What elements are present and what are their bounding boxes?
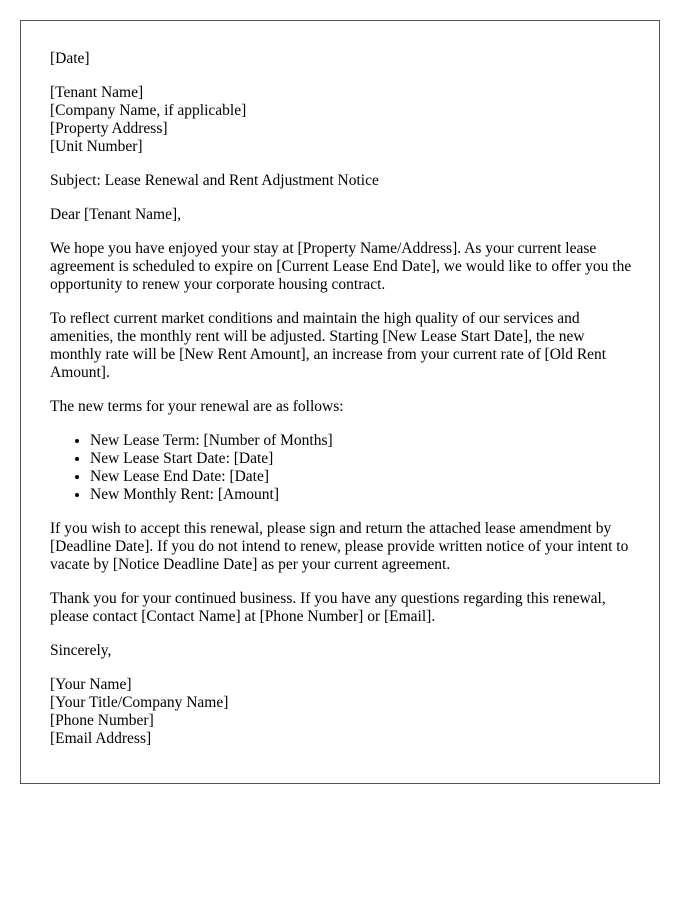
recipient-block [50, 84, 640, 156]
paragraph-intro: We hope you have enjoyed your stay at [Property Name/Address]. As your current lease agreement is scheduled to expire on [Current Lease End Date], we would like to offer you the opportunity to renew your corporate housing contract. [50, 240, 632, 293]
paragraph-rent-adjustment: To reflect current market conditions and maintain the high quality of our services and amenities, the monthly rent will be adjusted. Starting [New Lease Start Date], the new monthly rate will be [New Rent Amount], an increase from your current rate of [Old Rent Amount]. [50, 310, 607, 381]
letter-date: [Date] [50, 50, 90, 67]
letter-page [20, 20, 660, 784]
recipient-property-address: [Property Address] [50, 120, 168, 137]
signature-title-company: [Your Title/Company Name] [50, 694, 229, 711]
recipient-company-name: [Company Name, if applicable] [50, 102, 247, 119]
signature-phone: [Phone Number] [50, 712, 154, 729]
recipient-unit-number: [Unit Number] [50, 138, 143, 155]
signature-email: [Email Address] [50, 730, 152, 747]
paragraph-acceptance: If you wish to accept this renewal, please sign and return the attached lease amendment by [Deadline Date]. If you do not intend to renew, please provide written notice of your intent to vacate by [Notice Deadline Date] as per your current agreement. [50, 520, 629, 573]
recipient-tenant-name: [Tenant Name] [50, 84, 144, 101]
terms-list-item: • New Monthly Rent: [Amount] [90, 486, 640, 504]
letter-subject: Subject: Lease Renewal and Rent Adjustment Notice [50, 172, 379, 189]
terms-list-item: • New Lease Term: [Number of Months] [90, 432, 640, 450]
terms-list-item: • New Lease End Date: [Date] [90, 468, 640, 486]
terms-intro: The new terms for your renewal are as follows: [50, 398, 344, 415]
letter-salutation: Dear [Tenant Name], [50, 206, 182, 223]
paragraph-thanks: Thank you for your continued business. If you have any questions regarding this renewal, please contact [Contact Name] at [Phone Number] or [Email]. [50, 590, 606, 625]
signature-block [50, 676, 640, 748]
terms-list-item: • New Lease Start Date: [Date] [90, 450, 640, 468]
letter-closing: Sincerely, [50, 642, 112, 659]
signature-name: [Your Name] [50, 676, 132, 693]
terms-list [50, 432, 640, 504]
letter-body [50, 50, 640, 764]
